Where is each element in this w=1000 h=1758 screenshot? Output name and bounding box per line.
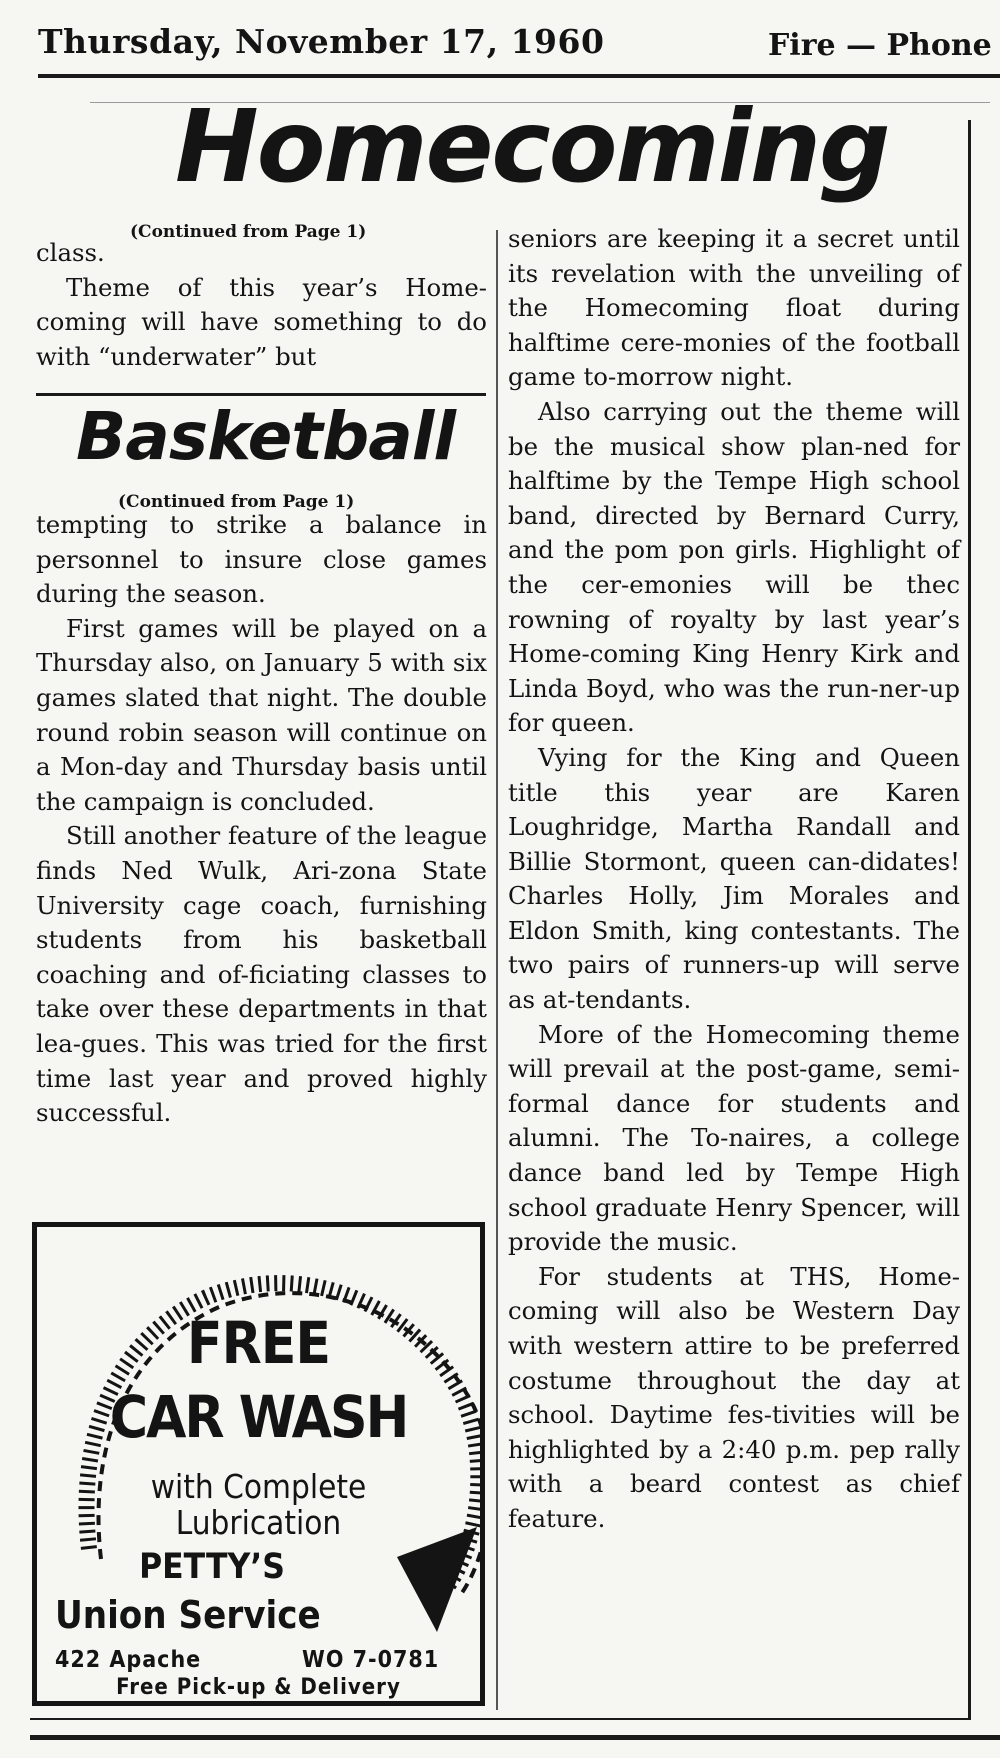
homecoming-headline: Homecoming: [175, 88, 889, 205]
section-divider: [36, 393, 486, 396]
basketball-paragraph: Still another feature of the league finds Ned Wulk, Ari-zona State University cage coach, furnishing students from his basketball coaching and of-ficiating classes to take over these departments in that lea-gues. This was tried for the first time last year and proved highly successful.: [36, 821, 488, 1128]
column-rule-right: [968, 120, 971, 1720]
homecoming-paragraph: Vying for the King and Queen title this year are Karen Loughridge, Martha Randall and Billie Stormont, queen can-didates! Charles Holly, Jim Morales and Eldon Smith, king contestants. The two pairs of runners-up will serve as at-tendants.: [508, 742, 960, 1015]
ad-free-label: FREE: [186, 1309, 331, 1377]
ad-lubrication-label: Lubrication: [175, 1503, 342, 1542]
homecoming-paragraph: seniors are keeping it a secret until its revelation with the unveiling of the Homecoming float during halftime cere-monies of the football game to-morrow night.: [508, 224, 960, 392]
homecoming-paragraph: More of the Homecoming theme will prevail at the post-game, semi-formal dance for students and alumni. The To-naires, a college dance band led by Tempe High school graduate Henry Spencer, will provide the music.: [508, 1019, 960, 1257]
ad-phone: WO 7-0781: [302, 1647, 440, 1673]
homecoming-column-left: [36, 236, 487, 374]
basketball-paragraph: tempting to strike a balance in personnel to insure close games during the season.: [36, 510, 487, 609]
ad-union-service-label: Union Service: [55, 1593, 321, 1637]
car-wash-advertisement: [32, 1222, 485, 1706]
column-divider: [496, 230, 498, 1710]
homecoming-paragraph: Also carrying out the theme will be the musical show plan-ned for halftime by the Tempe High school band, directed by Bernard Curry, and the pom pon girls. Highlight of the cer-emonies will be thec rowning of royalty by last year’s Home-coming King Henry Kirk and Linda Boyd, who was the run-ner-up for queen.: [508, 396, 960, 738]
homecoming-continued-note: (Continued from Page 1): [130, 222, 367, 242]
ad-business-name: PETTY’S: [139, 1547, 285, 1587]
ad-address: 422 Apache: [55, 1647, 202, 1673]
masthead-section-label: Fire — Phone: [768, 28, 992, 63]
homecoming-paragraph: class.: [36, 238, 105, 267]
homecoming-column-right: [508, 222, 960, 1537]
basketball-continued-note: (Continued from Page 1): [118, 492, 355, 512]
basketball-paragraph: First games will be played on a Thursday also, on January 5 with six games slated that night. The double round robin season will continue on a Mon-day and Thursday basis until the campaign is concluded.: [36, 613, 487, 816]
homecoming-paragraph: For students at THS, Home-coming will also be Western Day with western attire to be preferred costume throughout the day at school. Daytime fes-tivities will be highlighted by a 2:40 p.m. pep rally with a beard contest as chief feature.: [508, 1261, 960, 1533]
ad-with-complete-label: with Complete: [150, 1467, 367, 1506]
masthead-date: Thursday, November 17, 1960: [38, 22, 605, 61]
bottom-rule-thick: [30, 1735, 1000, 1740]
bottom-rule: [30, 1718, 970, 1720]
homecoming-paragraph: Theme of this year’s Home-coming will have something to do with “underwater” but: [36, 272, 487, 371]
masthead-rule: [38, 74, 1000, 78]
basketball-headline: Basketball: [76, 398, 456, 475]
ad-car-wash-label: CAR WASH: [109, 1383, 408, 1451]
basketball-column: [36, 508, 487, 1131]
ad-footer: Free Pick-up & Delivery: [116, 1675, 401, 1700]
